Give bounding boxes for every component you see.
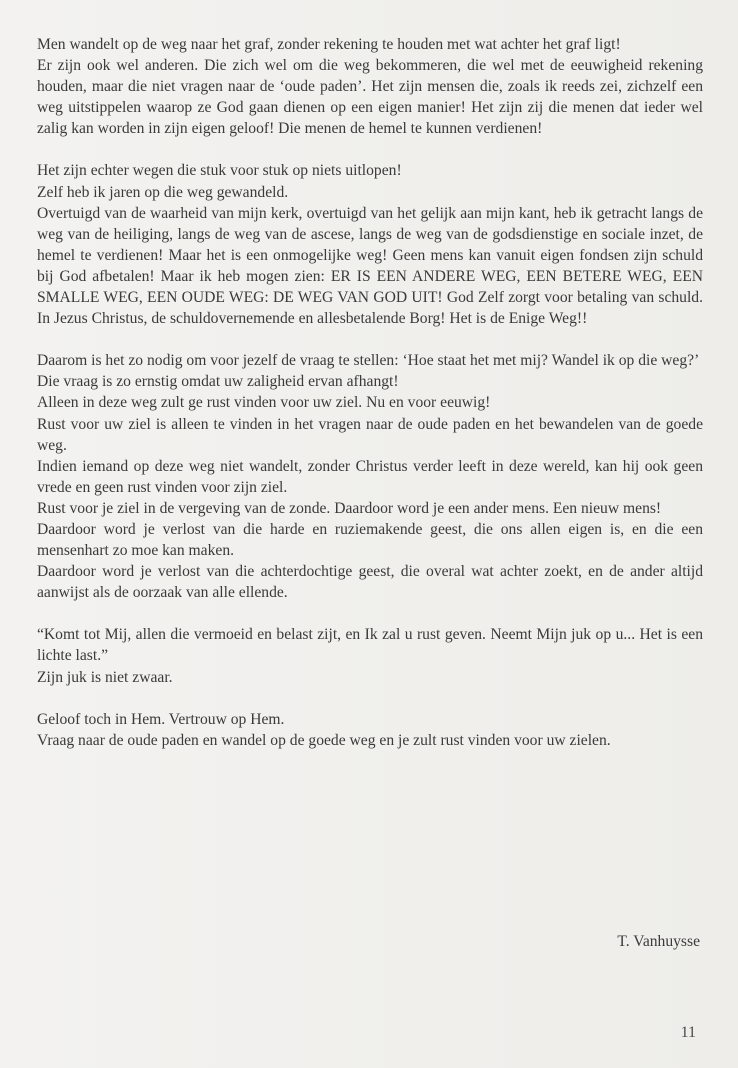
paragraph: Daardoor word je verlost van die harde en ruziemakende geest, die ons allen eigen is, en die een mensenhart zo moe kan maken.: [37, 520, 703, 560]
paragraph: Geloof toch in Hem. Vertrouw op Hem.: [37, 710, 285, 728]
author-signature: T. Vanhuysse: [617, 933, 700, 950]
paragraph: Men wandelt op de weg naar het graf, zonder rekening te houden met wat achter het graf ligt!: [37, 36, 621, 53]
paragraph: Daardoor word je verlost van die achterdochtige geest, die overal wat achter zoekt, en de ander altijd aanwijst als de oorzaak van alle ellende.: [37, 563, 703, 602]
page-number: 11: [680, 1024, 696, 1041]
paragraph: Rust voor je ziel in de vergeving van de zonde. Daardoor word je een ander mens. Een nieuw mens!: [37, 499, 662, 517]
paragraph: Vraag naar de oude paden en wandel op de goede weg en je zult rust vinden voor uw zielen.: [37, 731, 611, 749]
paragraph: Overtuigd van de waarheid van mijn kerk, overtuigd van het gelijk aan mijn kant, heb ik getracht langs de weg van de heiliging, langs de weg van de ascese, langs de weg van de godsdienstige en sociale inzet, de hemel te verdienen! Maar het is een onmogelijke weg! Geen mens kan vanuit eigen fondsen zijn schuld bij God afbetalen! Maar ik heb mogen zien: ER IS EEN ANDERE WEG, EEN BETERE WEG, EEN SMALLE WEG, EEN OUDE WEG: DE WEG VAN GOD UIT! God Zelf zorgt voor betaling van schuld. In Jezus Christus, de schuldovernemende en allesbetalende Borg! Het is de Enige Weg!!: [37, 204, 703, 328]
paragraph: Zelf heb ik jaren op die weg gewandeld.: [37, 183, 289, 201]
paragraph: Indien iemand op deze weg niet wandelt, zonder Christus verder leeft in deze wereld, kan hij ook geen vrede en geen rust vinden voor zijn ziel.: [37, 457, 703, 496]
paragraph: Daarom is het zo nodig om voor jezelf de vraag te stellen: ‘Hoe staat het met mij? Wandel ik op die weg?’: [37, 352, 700, 370]
paragraph: Die vraag is zo ernstig omdat uw zaligheid ervan afhangt!: [37, 373, 399, 391]
paragraph: Rust voor uw ziel is alleen te vinden in het vragen naar de oude paden en het bewandelen van de goede weg.: [37, 415, 703, 454]
body-text: [37, 34, 703, 751]
paragraph-gap: [37, 329, 703, 350]
paragraph-gap: [37, 688, 703, 709]
paragraph: Alleen in deze weg zult ge rust vinden voor uw ziel. Nu en voor eeuwig!: [37, 394, 491, 412]
paragraph-gap: [37, 603, 703, 624]
paragraph: Het zijn echter wegen die stuk voor stuk op niets uitlopen!: [37, 162, 402, 180]
paragraph: Er zijn ook wel anderen. Die zich wel om die weg bekommeren, die wel met de eeuwigheid rekening houden, maar die niet vragen naar de ‘oude paden’. Het zijn mensen die, zoals ik reeds zei, zichzelf een weg uitstippelen waarop ze God gaan dienen op een eigen manier! Het zijn zij die menen dat ieder wel zalig kan worden in zijn eigen geloof! Die menen de hemel te kunnen verdienen!: [37, 57, 703, 138]
paragraph-gap: [37, 139, 703, 160]
quote-paragraph: “Komt tot Mij, allen die vermoeid en belast zijt, en Ik zal u rust geven. Neemt Mijn juk op u... Het is een lichte last.”: [37, 626, 703, 665]
paragraph: Zijn juk is niet zwaar.: [37, 668, 173, 686]
